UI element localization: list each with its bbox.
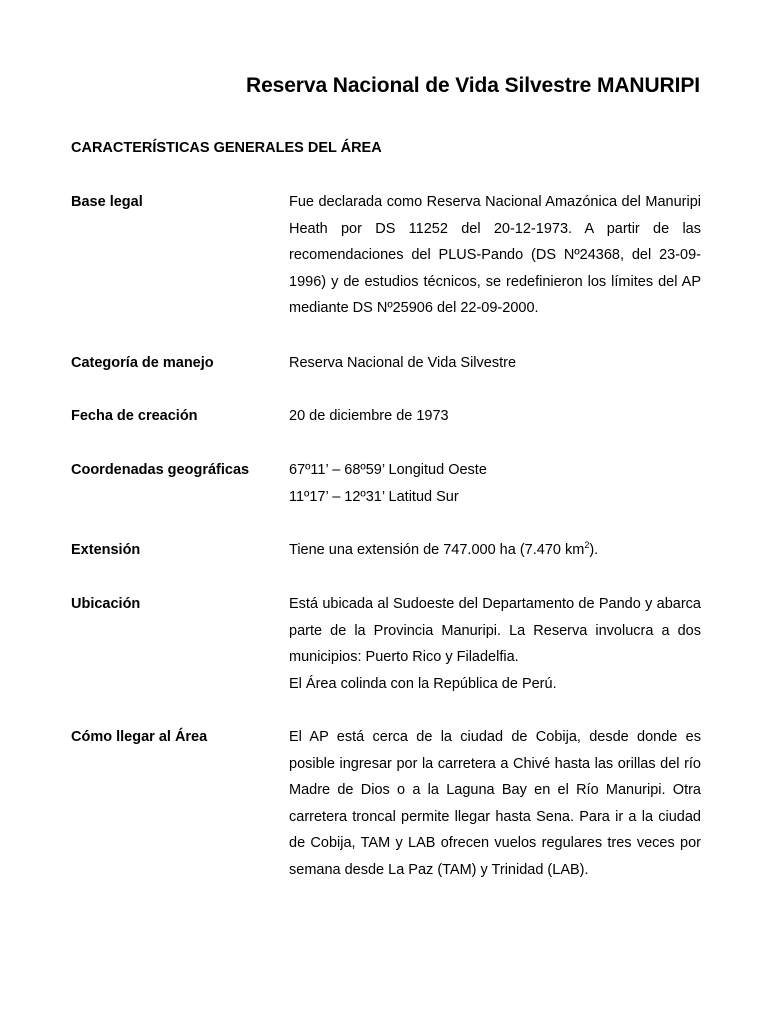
section-heading: CARACTERÍSTICAS GENERALES DEL ÁREA (71, 140, 382, 156)
row-value (289, 457, 701, 510)
row-value: Fue declarada como Reserva Nacional Amazónica del Manuripi Heath por DS 11252 del 20-12-1973. A partir de las recomendaciones del PLUS-Pando (DS Nº24368, del 23-09-1996) y de estudios técnicos, se redefinieron los límites del AP mediante DS Nº25906 del 22-09-2000. (289, 194, 701, 316)
row-value (289, 591, 701, 697)
row-value: 20 de diciembre de 1973 (289, 408, 449, 424)
document-title: Reserva Nacional de Vida Silvestre MANURIPI (246, 74, 700, 97)
row-value: El AP está cerca de la ciudad de Cobija, desde donde es posible ingresar por la carretera a Chivé hasta las orillas del río Madre de Dios o a la Laguna Bay en el Río Manuripi. Otra carretera troncal permite llegar hasta Sena. Para ir a la ciudad de Cobija, TAM y LAB ofrecen vuelos regulares tres veces por semana desde La Paz (TAM) y Trinidad (LAB). (289, 729, 701, 878)
row-label: Coordenadas geográficas (71, 462, 250, 478)
ubicacion-paragraph: Está ubicada al Sudoeste del Departamento de Pando y abarca parte de la Provincia Manuripi. La Reserva involucra a dos municipios: Puerto Rico y Filadelfia. (289, 596, 701, 665)
row-value (289, 537, 701, 564)
row-value: Reserva Nacional de Vida Silvestre (289, 355, 517, 371)
longitude-text: 67º11’ – 68º59’ Longitud Oeste (289, 462, 487, 478)
latitude-text: 11º17’ – 12º31’ Latitud Sur (289, 488, 459, 505)
row-label: Extensión (71, 542, 141, 558)
ubicacion-paragraph: El Área colinda con la República de Perú. (289, 675, 557, 692)
extension-suffix: ). (589, 542, 599, 558)
row-label: Categoría de manejo (71, 355, 214, 371)
row-label: Fecha de creación (71, 408, 198, 424)
superscript: 2 (584, 540, 590, 551)
extension-text: Tiene una extensión de 747.000 ha (7.470 km (289, 542, 585, 558)
row-label: Ubicación (71, 596, 141, 612)
row-label: Cómo llegar al Área (71, 729, 208, 745)
row-label: Base legal (71, 194, 143, 210)
